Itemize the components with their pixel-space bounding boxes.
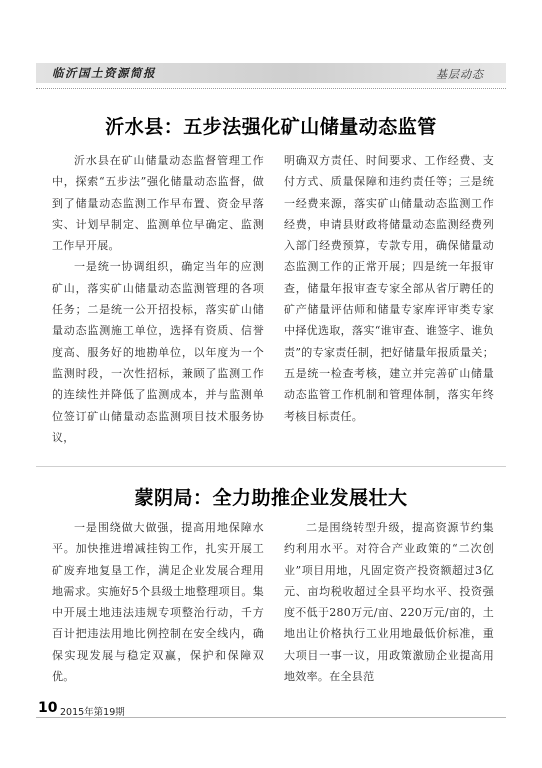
- header-divider: [36, 88, 506, 89]
- article1-paragraph: 明确双方责任、时间要求、工作经费、支付方式、质量保障和违约责任等；三是统一经费来源，落实矿山储量动态监测工作经费，申请县财政将储量动态监测经费列入部门经费预算，专款专用，确保储量动态监测工作的正常开展；四是统一年报审查，储量年报审查专家全部从省厅聘任的矿产储量评估师和储量专家库评审类专家中择优选取，落实“谁审查、谁签字、谁负责”的专家责任制，把好储量年报质量关；五是统一检查考核，建立并完善矿山储量动态监管工作机制和管理体制，落实年终考核目标责任。: [284, 154, 494, 423]
- article-title-1: 沂水县：五步法强化矿山储量动态监管: [105, 116, 437, 138]
- footer-divider: [36, 717, 506, 718]
- article2-paragraph: 一是围绕做大做强，提高用地保障水平。加快推进增减挂钩工作，扎实开展工矿废弃地复垦工作，满足企业发展合理用地需求。实施好5个县级土地整理项目。集中开展土地违法违规专项整治行动，千方百计把违法用地比例控制在安全线内，确保实现发展与稳定双赢，保护和保障双优。: [52, 521, 264, 684]
- article1-column-left: [52, 150, 264, 448]
- article1-paragraph: 沂水县在矿山储量动态监督管理工作中，探索“五步法”强化储量动态监督，做到了储量动态监测工作早布置、资金早落实、计划早制定、监测单位早确定、监测工作早开展。: [52, 154, 264, 253]
- article1-column-right: [284, 150, 494, 427]
- article2-paragraph: 二是围绕转型升级，提高资源节约集约利用水平。对符合产业政策的“二次创业”项目用地，凡固定资产投资额超过3亿元、亩均税收超过全县平均水平、投资强度不低于280万元/亩、220万元/亩的，土地出让价格执行工业用地最低价标准，重大项目一事一议，用政策激励企业提高用地效率。在全县范: [284, 521, 495, 684]
- journal-header-band: [36, 63, 506, 83]
- article-divider: [36, 466, 506, 467]
- page-number: 10: [38, 700, 58, 716]
- article1-paragraph: 一是统一协调组织，确定当年的应测矿山，落实矿山储量动态监测管理的各项任务；二是统一公开招投标，落实矿山储量动态监测施工单位，选择有资质、信誉度高、服务好的地勘单位，以年度为一个监测时段，一次性招标，兼顾了监测工作的连续性并降低了监测成本，并与监测单位签订矿山储量动态监测项目技术服务协议，: [52, 260, 264, 444]
- article2-column-right: [284, 517, 494, 687]
- issue-label: 2015年第19期: [60, 707, 125, 718]
- article2-column-left: [52, 517, 264, 687]
- article-title-2: 蒙阴局：全力助推企业发展壮大: [134, 487, 408, 509]
- section-label: 基层动态: [436, 68, 484, 81]
- journal-name: 临沂国土资源简报: [52, 66, 156, 80]
